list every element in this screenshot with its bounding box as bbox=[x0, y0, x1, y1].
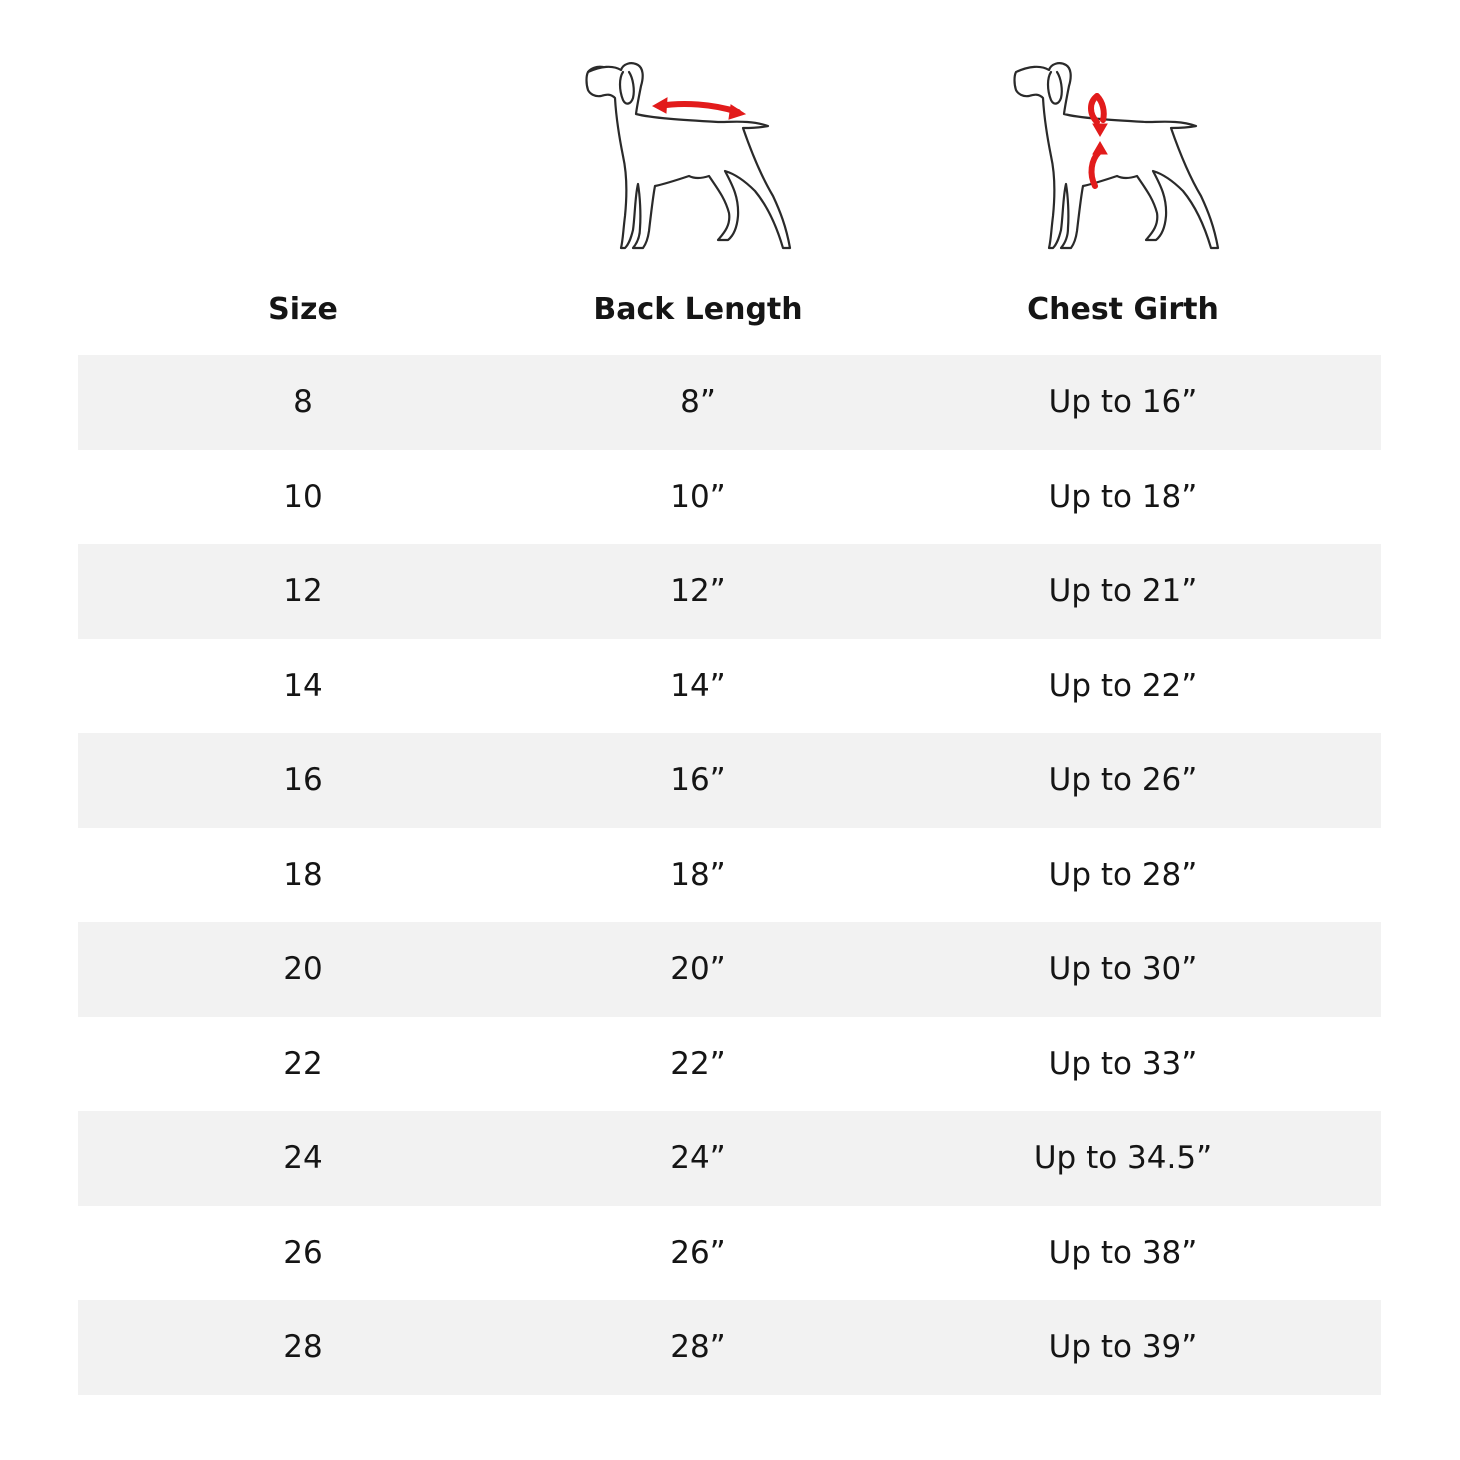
size-cell: 16 bbox=[283, 762, 323, 798]
chest-girth-cell: Up to 16” bbox=[1048, 384, 1198, 420]
size-cell: 12 bbox=[283, 573, 323, 609]
header-chest-girth: Chest Girth bbox=[1027, 292, 1219, 327]
table-row bbox=[78, 1017, 1381, 1112]
measurement-illustrations bbox=[78, 56, 1381, 256]
size-chart bbox=[78, 0, 1381, 1460]
header-back-length: Back Length bbox=[593, 292, 803, 327]
table-row bbox=[78, 639, 1381, 734]
dog-back-length-measure-icon bbox=[583, 56, 803, 256]
size-cell: 26 bbox=[283, 1234, 323, 1271]
back-length-cell: 10” bbox=[670, 478, 726, 515]
size-cell: 24 bbox=[283, 1140, 323, 1176]
table-row bbox=[78, 1300, 1381, 1395]
size-cell: 22 bbox=[283, 1045, 323, 1082]
dog-chest-girth-measure-icon bbox=[1011, 56, 1231, 256]
table-row bbox=[78, 1111, 1381, 1206]
table-header bbox=[78, 282, 1381, 338]
back-length-cell: 24” bbox=[670, 1140, 726, 1176]
chest-girth-cell: Up to 30” bbox=[1048, 951, 1198, 987]
table-row bbox=[78, 828, 1381, 923]
chest-girth-cell: Up to 18” bbox=[1048, 478, 1198, 515]
table-row bbox=[78, 733, 1381, 828]
table-row bbox=[78, 922, 1381, 1017]
size-cell: 14 bbox=[283, 667, 323, 704]
back-length-cell: 12” bbox=[670, 573, 726, 609]
chest-girth-cell: Up to 21” bbox=[1048, 573, 1198, 609]
table-row bbox=[78, 450, 1381, 545]
back-length-cell: 28” bbox=[670, 1329, 726, 1365]
size-cell: 28 bbox=[283, 1329, 323, 1365]
chest-girth-cell: Up to 22” bbox=[1048, 667, 1198, 704]
header-size: Size bbox=[268, 292, 338, 327]
chest-girth-cell: Up to 39” bbox=[1048, 1329, 1198, 1365]
table-row bbox=[78, 355, 1381, 450]
back-length-cell: 18” bbox=[670, 856, 726, 893]
size-cell: 18 bbox=[283, 856, 323, 893]
chest-girth-cell: Up to 28” bbox=[1048, 856, 1198, 893]
table-row bbox=[78, 544, 1381, 639]
chest-girth-cell: Up to 34.5” bbox=[1033, 1140, 1213, 1176]
back-length-cell: 22” bbox=[670, 1045, 726, 1082]
chest-girth-cell: Up to 26” bbox=[1048, 762, 1198, 798]
size-table-body bbox=[78, 355, 1381, 1395]
back-length-cell: 20” bbox=[670, 951, 726, 987]
size-cell: 10 bbox=[283, 478, 323, 515]
back-length-cell: 14” bbox=[670, 667, 726, 704]
back-length-cell: 26” bbox=[670, 1234, 726, 1271]
size-cell: 20 bbox=[283, 951, 323, 987]
table-row bbox=[78, 1206, 1381, 1301]
chest-girth-cell: Up to 33” bbox=[1048, 1045, 1198, 1082]
size-cell: 8 bbox=[293, 384, 313, 420]
back-length-cell: 16” bbox=[670, 762, 726, 798]
chest-girth-cell: Up to 38” bbox=[1048, 1234, 1198, 1271]
back-length-cell: 8” bbox=[680, 384, 716, 420]
